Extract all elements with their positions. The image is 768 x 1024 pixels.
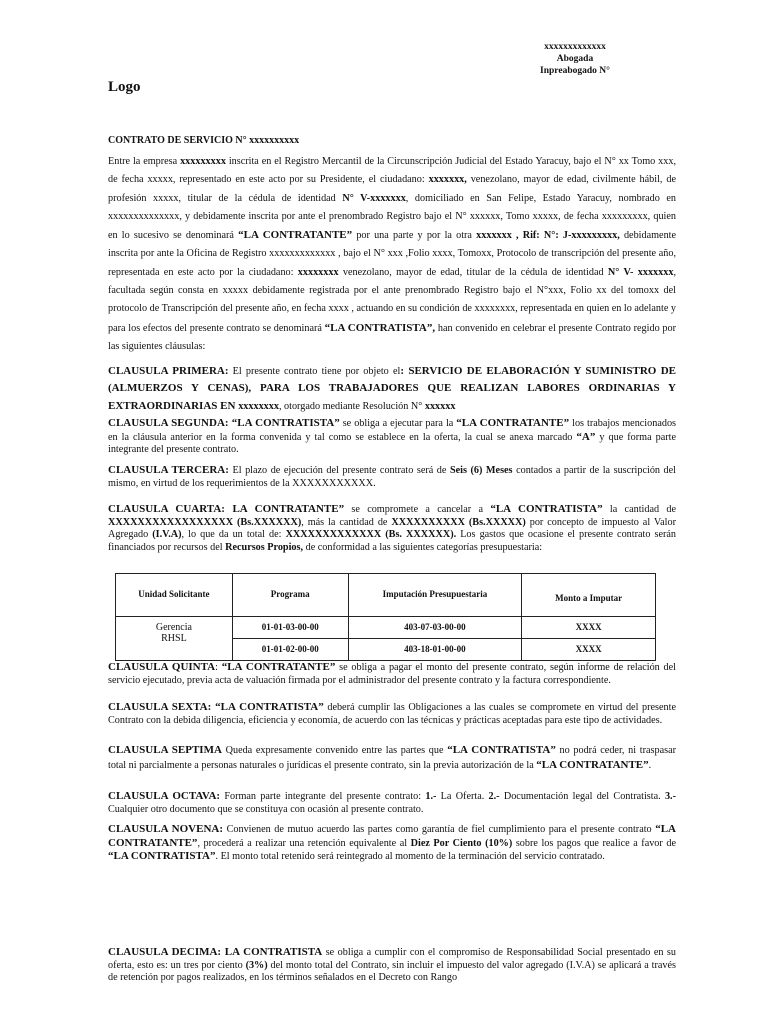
text: , más la cantidad de xyxy=(301,516,392,528)
lawyer-title: Abogada xyxy=(556,54,594,64)
bold-text: 3.- xyxy=(664,791,676,802)
bold-text: “A” xyxy=(576,430,596,443)
text: se obliga a pagar el monto del presente contrato, según informe de relación del servicio ejecutado, previa acta de valuación firmada por el administrador del presente contrato y la factura correspondiente. xyxy=(108,662,677,686)
bold-text: Diez Por Ciento (10%) xyxy=(410,837,513,849)
bold-text: XXXXXXXXXXXXX (Bs. XXXXXX). xyxy=(285,529,457,541)
clause-primera xyxy=(108,363,676,415)
amount-cell: XXXX xyxy=(522,639,656,661)
lawyer-header xyxy=(520,41,630,77)
logo-placeholder: Logo xyxy=(108,79,141,95)
bold-text: “LA CONTRATISTA” xyxy=(211,701,324,713)
clause-decima xyxy=(108,946,676,985)
text: por una parte y por la otra xyxy=(352,230,477,242)
bold-text: Seis (6) Meses xyxy=(449,465,513,476)
text: Forman parte integrante del presente contrato: xyxy=(220,791,426,802)
text: , procederá a realizar una retención equivalente al xyxy=(197,837,411,849)
text: . xyxy=(648,760,652,771)
unit-cell xyxy=(116,617,233,661)
text: , otorgado mediante Resolución N° xyxy=(278,400,425,412)
bold-text: “LA CONTRATISTA” xyxy=(108,850,216,863)
text: , lo que da un total de: xyxy=(181,529,286,541)
bold-text: xxxxxxx, xyxy=(428,174,467,186)
bold-text: (3%) xyxy=(245,959,268,971)
program-cell: 01-01-02-00-00 xyxy=(232,639,348,661)
clause-heading: CLAUSULA SEPTIMA xyxy=(108,744,222,756)
bold-text: (I.V.A) xyxy=(152,529,182,541)
bold-text: “LA CONTRATISTA” xyxy=(447,744,556,756)
text: , facultada según consta en xxxxx debidamente registrada por el ante prenombrado Registro bajo el N°xxx, Folio xx del tomoxx del protocolo de Transcripción del presente año, en fecha xxxx , actuando en su condición de xxxxxxxx, representada en quien en lo adelante y para los efectos del presente contrato se denominará xyxy=(108,266,676,334)
text: sobre los pagos que realice a favor de xyxy=(512,837,676,849)
column-header: Imputación Presupuestaria xyxy=(348,574,522,617)
text: . El monto total retenido será reintegrado al momento de la terminación del servicio contratado. xyxy=(215,851,605,863)
column-header: Unidad Solicitante xyxy=(116,574,233,617)
bold-text: xxxxxxx , Rif: N°: J-xxxxxxxxx, xyxy=(476,230,620,242)
table-row xyxy=(116,617,656,639)
text: Convienen de mutuo acuerdo las partes como garantía de fiel cumplimiento para el presente contrato xyxy=(223,824,656,835)
text: Los gastos que ocasione el presente contrato serán financiados por recursos del xyxy=(108,529,676,553)
column-header: Monto a Imputar xyxy=(522,574,656,617)
text: La Oferta. xyxy=(436,791,489,802)
bold-text: “LA CONTRATANTE” xyxy=(536,759,649,771)
clause-heading: CLAUSULA NOVENA: xyxy=(108,823,224,835)
bold-text: “LA CONTRATISTA” xyxy=(228,417,340,429)
bold-text: xxxxxxxx xyxy=(297,266,339,278)
text: debidamente inscrita por ante la Oficina de Registro xxxxxxxxxxxxx , bajo el N° xxx ,Folio xxxx, Tomoxx, Protocolo de transcripción del presente año, representada en este acto por la ciudadano: xyxy=(108,230,677,278)
text: los trabajos mencionados en la cláusula anterior en la forma convenida y tal como se establece en la oferta, la cual se anexa marcado xyxy=(108,418,676,443)
clause-octava xyxy=(108,790,676,816)
bold-text: XXXXXXXXXXXXXXXXX (Bs.XXXXXX) xyxy=(108,516,302,528)
contract-title: CONTRATO DE SERVICIO N° xxxxxxxxxx xyxy=(108,135,300,146)
imputation-cell: 403-07-03-00-00 xyxy=(348,617,522,639)
bold-text: “LA CONTRATANTE” xyxy=(108,823,676,849)
clause-tercera xyxy=(108,464,676,490)
text: : xyxy=(215,662,222,673)
text: Entre la empresa xyxy=(108,156,181,167)
text: se obliga a ejecutar para la xyxy=(339,418,457,429)
bold-text: : SERVICIO DE ELABORACIÓN Y SUMINISTRO DE (ALMUERZOS Y CENAS), PARA LOS TRABAJADORES QUE REALIZAN LABORES ORDINARIAS Y EXTRAORDINARIAS EN xyxy=(108,365,676,412)
clause-heading: CLAUSULA DECIMA: xyxy=(108,946,222,958)
clause-heading: CLAUSULA SEXTA: xyxy=(108,701,212,713)
text: Cualquier otro documento que se constituya con ocasión al presente contrato. xyxy=(108,803,424,815)
text: El plazo de ejecución del presente contrato será de xyxy=(228,465,450,476)
text: venezolano, mayor de edad, titular de la cédula de identidad xyxy=(338,266,608,278)
text: de conformidad a las siguientes categorías presupuestaria: xyxy=(303,541,543,553)
text: El presente contrato tiene por objeto el xyxy=(228,366,401,377)
text: , domiciliado en San Felipe, Estado Yaracuy, nombrado en xxxxxxxxxxxxxx, y debidamente inscrita por ante el prenombrado Registro bajo el N° xxxxxx, Tomo xxxxx, de fecha xxxxxxxxx, quien en lo sucesivo se denominará xyxy=(108,192,676,242)
clause-sexta xyxy=(108,701,676,727)
bold-text: N° V- xxxxxxx xyxy=(607,266,674,278)
bold-text: “LA CONTRATANTE” xyxy=(221,661,336,673)
text: se compromete a cancelar a xyxy=(344,504,491,515)
text: Documentación legal del Contratista. xyxy=(499,791,665,802)
clause-novena xyxy=(108,823,676,864)
clause-quinta xyxy=(108,661,676,687)
table-header-row xyxy=(116,574,656,617)
bold-text: “LA CONTRATANTE” xyxy=(238,229,353,242)
clause-heading: CLAUSULA CUARTA: LA CONTRATANTE” xyxy=(108,503,345,515)
amount-cell: XXXX xyxy=(522,617,656,639)
bold-text: “LA CONTRATISTA” xyxy=(490,503,603,515)
text: la cantidad de xyxy=(602,504,676,515)
text: no podrá ceder, ni traspasar total ni parcialmente a personas naturales o jurídicas el presente contrato, sin la previa autorización de la xyxy=(108,745,676,771)
text: Queda expresamente convenido entre las partes que xyxy=(221,745,448,756)
clause-heading: CLAUSULA SEGUNDA: xyxy=(108,417,229,429)
clause-heading: CLAUSULA QUINTA xyxy=(108,661,216,673)
clause-cuarta xyxy=(108,503,676,554)
bold-text: xxxxxxxxx xyxy=(180,156,226,167)
text: del monto total del Contrato, sin incluir el impuesto del valor agregado (I.V.A) se aplicará a través de retención por pagos realizados, en los términos señalados en el Decreto con Rango xyxy=(108,959,676,984)
bold-text: 1.- xyxy=(425,791,437,802)
bold-text: “LA CONTRATISTA”, xyxy=(324,321,436,334)
text: han convenido en celebrar el presente Contrato regido por las siguientes cláusulas: xyxy=(108,322,676,352)
bold-text: “LA CONTRATANTE” xyxy=(456,417,570,429)
clause-heading: CLAUSULA PRIMERA: xyxy=(108,365,229,377)
clause-heading: CLAUSULA OCTAVA: xyxy=(108,790,221,802)
text: por concepto de impuesto al Valor Agregado xyxy=(108,516,676,541)
text: contados a partir de la suscripción del mismo, en virtud de los requerimientos de la XXXXXXXXXXX. xyxy=(108,465,676,489)
text: y que forma parte integrante del presente contrato. xyxy=(108,431,676,456)
unit-name: Gerencia RHSL xyxy=(155,622,192,644)
clause-septima xyxy=(108,743,676,773)
lawyer-name: xxxxxxxxxxxxx xyxy=(544,42,606,52)
program-cell: 01-01-03-00-00 xyxy=(232,617,348,639)
bold-text: xxxxxxxx xyxy=(238,400,279,412)
text: venezolano, mayor de edad, civilmente hábil, de profesión xxxxx, titular de la cédula de identidad xyxy=(108,174,676,204)
bold-text: N° V-xxxxxxx xyxy=(342,192,406,204)
bold-text: LA CONTRATISTA xyxy=(221,946,323,958)
budget-table xyxy=(115,573,656,661)
text: inscrita en el Registro Mercantil de la Circunscripción Judicial del Estado Yaracuy, bajo el N° xx Tomo xxx, de fecha xxxxx, representado en este acto por su Presidente, el ciudadano: xyxy=(108,156,676,186)
imputation-cell: 403-18-01-00-00 xyxy=(348,639,522,661)
lawyer-registration: Inpreabogado N° xyxy=(540,66,610,76)
bold-text: xxxxxx xyxy=(424,400,456,412)
bold-text: XXXXXXXXXX (Bs.XXXXX) xyxy=(391,516,526,528)
intro-paragraph xyxy=(108,153,676,356)
text: se obliga a cumplir con el compromiso de Responsabilidad Social presentado en su oferta, esto es: un tres por ciento xyxy=(108,947,676,971)
bold-text: 2.- xyxy=(488,791,500,802)
clause-segunda xyxy=(108,417,676,457)
column-header: Programa xyxy=(232,574,348,617)
text: deberá cumplir las Obligaciones a las cuales se compromete en virtud del presente Contrato con la debida diligencia, eficiencia y economía, de acuerdo con las técnicas y prácticas aceptadas para este tipo de actividades. xyxy=(108,702,676,726)
clause-heading: CLAUSULA TERCERA: xyxy=(108,464,229,476)
bold-text: Recursos Propios, xyxy=(225,541,304,553)
